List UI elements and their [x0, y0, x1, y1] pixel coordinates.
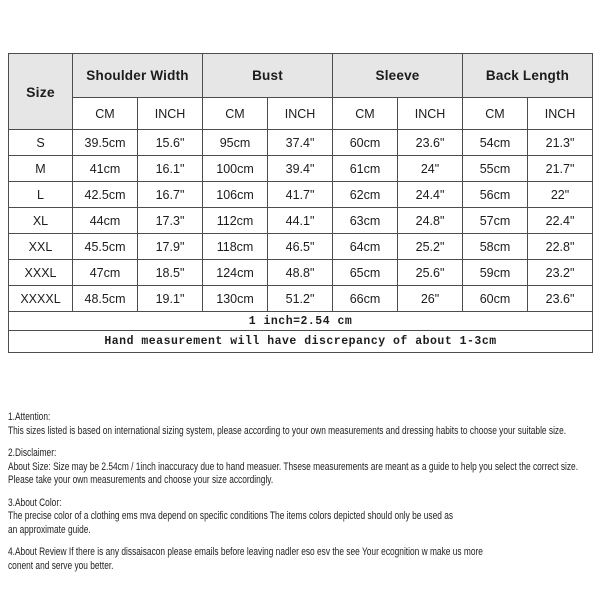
measurement-cell: 48.8"	[268, 260, 333, 286]
note-line: Please take your own measurements and choose your size accordingly.	[8, 474, 274, 486]
note-block	[8, 497, 600, 538]
measurement-cell: 48.5cm	[73, 286, 138, 312]
measurement-cell: 66cm	[333, 286, 398, 312]
measurement-cell: 54cm	[463, 130, 528, 156]
measurement-cell: 42.5cm	[73, 182, 138, 208]
table-row	[9, 130, 593, 156]
size-cell: S	[9, 130, 73, 156]
measurement-cell: 22"	[528, 182, 593, 208]
unit-header-cm: CM	[463, 98, 528, 130]
measurement-cell: 44.1"	[268, 208, 333, 234]
measurement-cell: 17.3"	[138, 208, 203, 234]
table-row	[9, 286, 593, 312]
inch-conversion-note: 1 inch=2.54 cm	[9, 312, 593, 331]
table-row	[9, 156, 593, 182]
measurement-cell: 24"	[398, 156, 463, 182]
col-header-sleeve: Sleeve	[333, 54, 463, 98]
measurement-cell: 24.8"	[398, 208, 463, 234]
col-header-bust: Bust	[203, 54, 333, 98]
notes-section	[8, 411, 600, 582]
measurement-cell: 95cm	[203, 130, 268, 156]
col-header-shoulder-width: Shoulder Width	[73, 54, 203, 98]
unit-header-inch: INCH	[138, 98, 203, 130]
measurement-cell: 22.8"	[528, 234, 593, 260]
measurement-cell: 23.6"	[528, 286, 593, 312]
note-line: About Size: Size may be 2.54cm / 1inch inaccuracy due to hand measuer. Thsese measurements are meant as a guide to help you select the correct size.	[8, 460, 579, 473]
measurement-cell: 56cm	[463, 182, 528, 208]
measurement-cell: 15.6"	[138, 130, 203, 156]
measurement-cell: 23.6"	[398, 130, 463, 156]
measurement-cell: 60cm	[463, 286, 528, 312]
size-chart-table	[8, 53, 593, 353]
unit-header-inch: INCH	[528, 98, 593, 130]
unit-header-cm: CM	[203, 98, 268, 130]
measurement-cell: 57cm	[463, 208, 528, 234]
note-line: 1.Attention:	[8, 411, 51, 423]
table-header-row	[9, 54, 593, 98]
size-cell: L	[9, 182, 73, 208]
note-block	[8, 447, 600, 488]
size-cell: XL	[9, 208, 73, 234]
col-header-back-length: Back Length	[463, 54, 593, 98]
measurement-cell: 17.9"	[138, 234, 203, 260]
unit-header-cm: CM	[333, 98, 398, 130]
measurement-cell: 25.2"	[398, 234, 463, 260]
measurement-cell: 18.5"	[138, 260, 203, 286]
table-row	[9, 234, 593, 260]
table-footnote-row	[9, 312, 593, 331]
measurement-cell: 39.5cm	[73, 130, 138, 156]
note-block	[8, 546, 600, 573]
note-line: 2.Disclaimer:	[8, 447, 57, 459]
unit-header-cm: CM	[73, 98, 138, 130]
size-cell: M	[9, 156, 73, 182]
measurement-cell: 61cm	[333, 156, 398, 182]
measurement-cell: 63cm	[333, 208, 398, 234]
table-footnote-row	[9, 331, 593, 353]
measurement-cell: 19.1"	[138, 286, 203, 312]
measurement-cell: 47cm	[73, 260, 138, 286]
measurement-cell: 62cm	[333, 182, 398, 208]
measurement-cell: 55cm	[463, 156, 528, 182]
size-cell: XXL	[9, 234, 73, 260]
measurement-cell: 26"	[398, 286, 463, 312]
measurement-cell: 21.7"	[528, 156, 593, 182]
table-row	[9, 260, 593, 286]
measurement-cell: 22.4"	[528, 208, 593, 234]
note-line: 3.About Color:	[8, 496, 62, 509]
measurement-cell: 60cm	[333, 130, 398, 156]
table-row	[9, 182, 593, 208]
table-unit-row	[9, 98, 593, 130]
unit-header-inch: INCH	[268, 98, 333, 130]
measurement-cell: 130cm	[203, 286, 268, 312]
note-line: conent and serve you better.	[8, 559, 114, 572]
note-block	[8, 411, 600, 438]
note-line: This sizes listed is based on international sizing system, please according to your own measurements and dressing habits to choose your suitable size.	[8, 424, 567, 437]
col-header-size: Size	[9, 54, 73, 130]
note-line: 4.About Review If there is any dissaisacon please emails before leaving nadler eso esv the see Your ecognition w make us more	[8, 546, 483, 558]
measurement-cell: 24.4"	[398, 182, 463, 208]
measurement-cell: 23.2"	[528, 260, 593, 286]
size-cell: XXXXL	[9, 286, 73, 312]
hand-measurement-note: Hand measurement will have discrepancy of about 1-3cm	[9, 331, 593, 353]
measurement-cell: 51.2"	[268, 286, 333, 312]
measurement-cell: 112cm	[203, 208, 268, 234]
measurement-cell: 16.7"	[138, 182, 203, 208]
measurement-cell: 118cm	[203, 234, 268, 260]
measurement-cell: 58cm	[463, 234, 528, 260]
measurement-cell: 45.5cm	[73, 234, 138, 260]
measurement-cell: 106cm	[203, 182, 268, 208]
note-line: an approximate guide.	[8, 523, 91, 536]
measurement-cell: 46.5"	[268, 234, 333, 260]
unit-header-inch: INCH	[398, 98, 463, 130]
table-row	[9, 208, 593, 234]
size-cell: XXXL	[9, 260, 73, 286]
measurement-cell: 37.4"	[268, 130, 333, 156]
measurement-cell: 59cm	[463, 260, 528, 286]
measurement-cell: 21.3"	[528, 130, 593, 156]
measurement-cell: 39.4"	[268, 156, 333, 182]
measurement-cell: 100cm	[203, 156, 268, 182]
measurement-cell: 124cm	[203, 260, 268, 286]
measurement-cell: 16.1"	[138, 156, 203, 182]
note-line: The precise color of a clothing ems mva depend on specific conditions The items colors depicted should only be used as	[8, 510, 454, 522]
measurement-cell: 41.7"	[268, 182, 333, 208]
measurement-cell: 44cm	[73, 208, 138, 234]
measurement-cell: 41cm	[73, 156, 138, 182]
measurement-cell: 65cm	[333, 260, 398, 286]
measurement-cell: 25.6"	[398, 260, 463, 286]
measurement-cell: 64cm	[333, 234, 398, 260]
